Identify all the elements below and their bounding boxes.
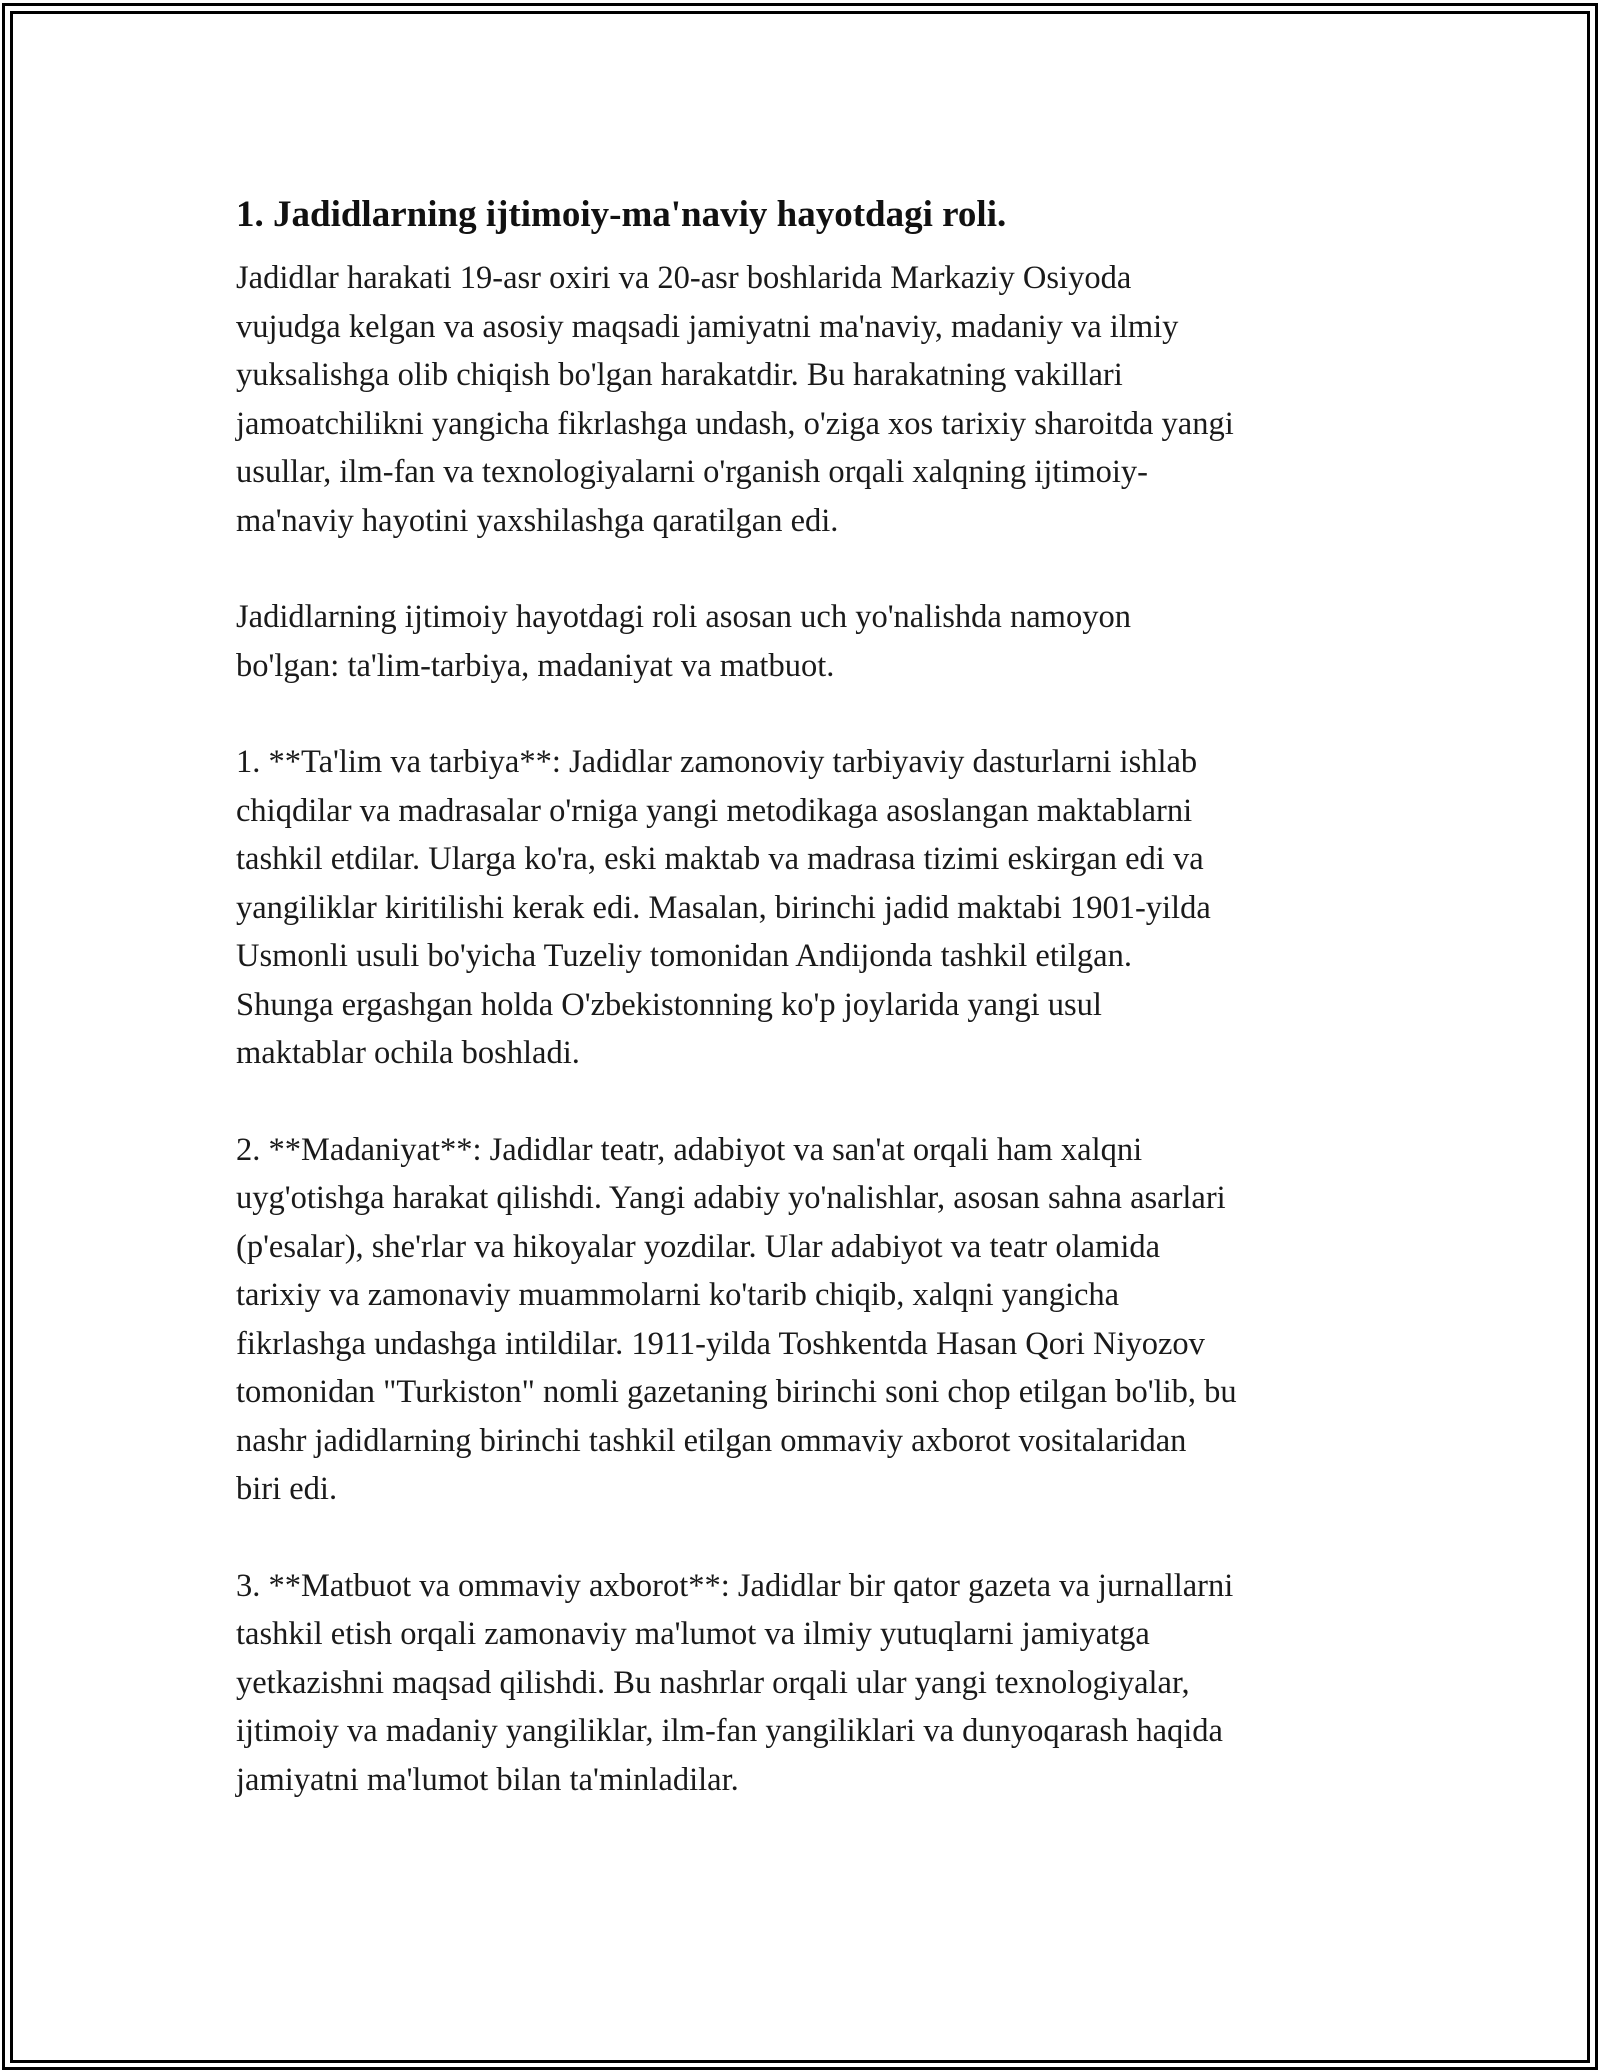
text-line: ijtimoiy va madaniy yangiliklar, ilm-fan yangiliklari va dunyoqarash haqida — [236, 1713, 1223, 1749]
text-line: vujudga kelgan va asosiy maqsadi jamiyatni ma'naviy, madaniy va ilmiy — [236, 308, 1179, 345]
paragraph-intro — [236, 254, 1366, 545]
paragraph-press — [236, 1562, 1366, 1805]
text-line: Jadidlarning ijtimoiy hayotdagi roli asosan uch yo'nalishda namoyon — [236, 599, 1131, 635]
text-line: 1. **Ta'lim va tarbiya**: Jadidlar zamonoviy tarbiyaviy dasturlarni ishlab — [236, 744, 1198, 780]
text-line: nashr jadidlarning birinchi tashkil etilgan ommaviy axborot vositalaridan — [236, 1422, 1187, 1459]
text-line: Usmonli usuli bo'yicha Tuzeliy tomonidan Andijonda tashkil etilgan. — [236, 938, 1132, 974]
text-line: yangiliklar kiritilishi kerak edi. Masalan, birinchi jadid maktabi 1901-yilda — [236, 889, 1211, 926]
paragraph-education — [236, 738, 1366, 1078]
text-line: 3. **Matbuot va ommaviy axborot**: Jadidlar bir qator gazeta va jurnallarni — [236, 1567, 1234, 1604]
text-line: (p'esalar), she'rlar va hikoyalar yozdilar. Ular adabiyot va teatr olamida — [236, 1228, 1161, 1265]
text-line: tomonidan "Turkiston" nomli gazetaning birinchi soni chop etilgan bo'lib, bu — [236, 1374, 1237, 1410]
document-title: 1. Jadidlarning ijtimoiy-ma'naviy hayotdagi roli. — [236, 194, 1007, 235]
text-line: biri edi. — [236, 1471, 338, 1507]
text-line: fikrlashga undashga intildilar. 1911-yilda Toshkentda Hasan Qori Niyozov — [236, 1325, 1205, 1362]
text-line: maktablar ochila boshladi. — [236, 1035, 580, 1071]
text-line: jamiyatni ma'lumot bilan ta'minladilar. — [236, 1761, 739, 1798]
text-line: ma'naviy hayotini yaxshilashga qaratilgan edi. — [236, 502, 839, 539]
text-line: chiqdilar va madrasalar o'rniga yangi metodikaga asoslangan maktablarni — [236, 792, 1193, 829]
document-body — [236, 254, 1366, 1804]
paragraph-directions — [236, 593, 1366, 690]
paragraph-culture — [236, 1126, 1366, 1514]
text-line: bo'lgan: ta'lim-tarbiya, madaniyat va matbuot. — [236, 647, 835, 684]
text-line: tashkil etish orqali zamonaviy ma'lumot va ilmiy yutuqlarni jamiyatga — [236, 1616, 1150, 1652]
text-line: 2. **Madaniyat**: Jadidlar teatr, adabiyot va san'at orqali ham xalqni — [236, 1131, 1143, 1168]
text-line: jamoatchilikni yangicha fikrlashga undash, o'ziga xos tarixiy sharoitda yangi — [236, 405, 1234, 442]
text-line: usullar, ilm-fan va texnologiyalarni o'rganish orqali xalqning ijtimoiy- — [236, 454, 1148, 490]
text-line: tarixiy va zamonaviy muammolarni ko'tarib chiqib, xalqni yangicha — [236, 1277, 1120, 1313]
document-page — [236, 186, 1366, 1804]
text-line: uyg'otishga harakat qilishdi. Yangi adabiy yo'nalishlar, asosan sahna asarlari — [236, 1180, 1226, 1216]
text-line: Jadidlar harakati 19-asr oxiri va 20-asr boshlarida Markaziy Osiyoda — [236, 260, 1132, 296]
text-line: yetkazishni maqsad qilishdi. Bu nashrlar orqali ular yangi texnologiyalar, — [236, 1664, 1190, 1701]
text-line: tashkil etdilar. Ularga ko'ra, eski maktab va madrasa tizimi eskirgan edi va — [236, 841, 1204, 877]
text-line: Shunga ergashgan holda O'zbekistonning ko'p joylarida yangi usul — [236, 986, 1102, 1023]
text-line: yuksalishga olib chiqish bo'lgan harakatdir. Bu harakatning vakillari — [236, 357, 1123, 393]
